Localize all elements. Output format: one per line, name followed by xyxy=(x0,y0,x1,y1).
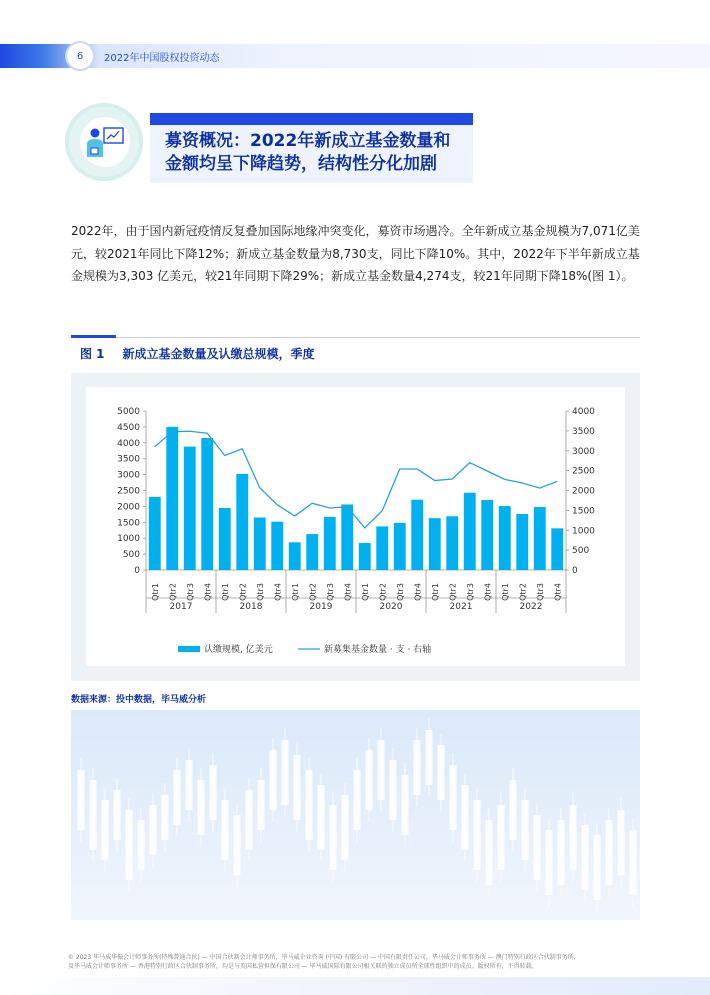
year-label: 2021 xyxy=(449,602,473,612)
bar xyxy=(464,493,476,570)
quarter-label: Qtr3 xyxy=(395,583,405,601)
quarter-label: Qtr2 xyxy=(168,583,178,601)
candle-body xyxy=(414,740,421,795)
candle-body xyxy=(318,785,325,850)
candle-body xyxy=(138,820,145,870)
data-source: 数据来源：投中数据，毕马威分析 xyxy=(71,695,207,705)
quarter-label: Qtr2 xyxy=(448,583,458,601)
bar xyxy=(516,514,528,570)
footer-line1: © 2023 毕马威华振会计师事务所(特殊普通合伙) — 中国合伙制会计师事务所，毕马威企业咨询 (中国) 有限公司 — 中国有限责任公司，毕马威会计师事务所 — 澳门特别行政区合伙制事务所， xyxy=(68,954,580,961)
candle-body xyxy=(150,805,157,855)
y-tick-label-right: 0 xyxy=(572,566,578,576)
quarter-label: Qtr3 xyxy=(465,583,475,601)
y-tick-label-left: 0 xyxy=(134,566,140,576)
bar xyxy=(236,474,248,570)
quarter-label: Qtr2 xyxy=(238,583,248,601)
bar xyxy=(551,528,563,570)
candle-body xyxy=(522,800,529,860)
candle-body xyxy=(306,770,313,840)
quarter-label: Qtr4 xyxy=(273,583,283,601)
candle-body xyxy=(258,780,265,830)
bar xyxy=(289,542,301,570)
bar xyxy=(429,518,441,570)
bar xyxy=(376,526,388,570)
y-tick-label-left: 3000 xyxy=(117,470,140,481)
y-tick-label-right: 3000 xyxy=(572,446,595,457)
candle-body xyxy=(378,740,385,800)
bar xyxy=(219,508,231,570)
year-label: 2020 xyxy=(379,602,403,612)
candle-body xyxy=(342,795,349,860)
candle-body xyxy=(462,785,469,850)
candle-body xyxy=(510,780,517,840)
body-paragraph: 2022年，由于国内新冠疫情反复叠加国际地缘冲突变化，募资市场遇冷。全年新成立基金规模为7,071亿美元，较2021年同比下降12%；新成立基金数量为8,730支，同比下降10%。其中，2022年下半年新成立基金规模为3,303 亿美元，较21年同期下降29%；新成立基金数量4,274支，较21年同期下降18%(图 1）。 xyxy=(71,224,640,283)
y-tick-label-left: 3500 xyxy=(117,454,140,465)
quarter-label: Qtr4 xyxy=(483,583,493,601)
bar xyxy=(184,447,196,570)
y-tick-label-right: 3500 xyxy=(572,426,595,437)
candle-body xyxy=(618,810,625,875)
bar xyxy=(149,497,161,570)
y-tick-label-left: 4000 xyxy=(117,438,140,449)
legend-bar-swatch xyxy=(178,646,200,652)
candle-body xyxy=(366,750,373,810)
quarter-label: Qtr4 xyxy=(343,583,353,601)
candle-body xyxy=(606,820,613,885)
y-tick-label-right: 2000 xyxy=(572,486,595,497)
candle-body xyxy=(402,775,409,835)
candle-body xyxy=(174,770,181,825)
candlestick-graphic xyxy=(71,710,640,920)
bar xyxy=(394,523,406,570)
quarter-label: Qtr2 xyxy=(308,583,318,601)
bar xyxy=(166,427,178,570)
bar xyxy=(446,516,458,570)
y-tick-label-right: 500 xyxy=(572,546,590,557)
candle-body xyxy=(594,835,601,900)
candle-body xyxy=(102,800,109,860)
candle-body xyxy=(186,760,193,810)
legend-bar-label: 认缴规模, 亿美元 xyxy=(204,645,273,655)
footer-band xyxy=(0,977,710,995)
y-tick-label-left: 2500 xyxy=(117,486,140,497)
quarter-label: Qtr4 xyxy=(553,583,563,601)
fund-count-line xyxy=(155,431,558,528)
quarter-label: Qtr1 xyxy=(220,583,230,601)
y-tick-label-left: 500 xyxy=(122,550,140,561)
bar xyxy=(271,522,283,570)
bar xyxy=(254,518,266,570)
decorative-candlestick-image xyxy=(71,710,640,920)
quarter-label: Qtr4 xyxy=(203,583,213,601)
quarter-label: Qtr3 xyxy=(185,583,195,601)
header-title: 2022年中国股权投资动态 xyxy=(104,53,220,64)
candle-body xyxy=(282,740,289,805)
bar xyxy=(411,500,423,570)
candle-body xyxy=(198,780,205,835)
year-label: 2018 xyxy=(239,602,263,612)
bar xyxy=(534,507,546,570)
footer-line2: 及毕马威会计师事务所 — 香港特别行政区合伙制事务所，均是与英国私营担保有限公司 — 毕马威国际有限公司相关联的独立成员所全球性组织中的成员。版权所有，不得转载。 xyxy=(68,963,538,970)
y-tick-label-left: 1500 xyxy=(117,518,140,529)
bar xyxy=(341,504,353,570)
bar xyxy=(201,438,213,570)
candle-body xyxy=(450,765,457,830)
section-title-line2: 金额均呈下降趋势，结构性分化加剧 xyxy=(165,154,437,174)
candle-body xyxy=(558,820,565,885)
year-label: 2022 xyxy=(519,602,543,612)
candle-body xyxy=(570,805,577,870)
quarter-label: Qtr3 xyxy=(535,583,545,601)
bar xyxy=(359,543,371,570)
candle-body xyxy=(270,750,277,810)
candle-body xyxy=(534,815,541,880)
candle-body xyxy=(126,810,133,880)
quarter-label: Qtr1 xyxy=(290,583,300,601)
y-tick-label-right: 4000 xyxy=(572,407,595,417)
candle-body xyxy=(234,815,241,875)
candle-body xyxy=(354,770,361,830)
y-tick-label-left: 5000 xyxy=(117,407,140,417)
candle-body xyxy=(498,805,505,870)
candle-body xyxy=(246,790,253,850)
candle-body xyxy=(330,805,337,870)
candle-body xyxy=(582,825,589,890)
y-tick-label-right: 2500 xyxy=(572,466,595,477)
candle-body xyxy=(162,795,169,840)
candle-body xyxy=(486,820,493,885)
bar xyxy=(481,500,493,570)
quarter-label: Qtr4 xyxy=(413,583,423,601)
candle-body xyxy=(426,730,433,785)
quarter-label: Qtr1 xyxy=(150,583,160,601)
quarter-label: Qtr1 xyxy=(500,583,510,601)
year-label: 2017 xyxy=(169,602,193,612)
bar xyxy=(306,534,318,570)
y-tick-label-right: 1000 xyxy=(572,526,595,537)
candle-body xyxy=(390,760,397,820)
candle-body xyxy=(294,755,301,820)
candle-body xyxy=(474,800,481,870)
quarter-label: Qtr3 xyxy=(255,583,265,601)
quarter-label: Qtr1 xyxy=(430,583,440,601)
candle-body xyxy=(78,770,85,830)
candle-body xyxy=(210,765,217,820)
candle-body xyxy=(630,830,637,895)
quarter-label: Qtr3 xyxy=(325,583,335,601)
figure-caption: 新成立基金数量及认缴总规模，季度 xyxy=(122,347,315,361)
y-tick-label-left: 1000 xyxy=(117,534,140,545)
candle-body xyxy=(114,790,121,840)
y-tick-label-left: 2000 xyxy=(117,502,140,513)
page-number: 6 xyxy=(67,43,93,69)
footer-legal xyxy=(68,953,648,971)
y-tick-label-right: 1500 xyxy=(572,506,595,517)
quarter-label: Qtr2 xyxy=(378,583,388,601)
quarter-label: Qtr2 xyxy=(518,583,528,601)
figure-number: 图 1 xyxy=(80,347,105,361)
bar xyxy=(499,506,511,570)
section-title-line1: 募资概况：2022年新成立基金数量和 xyxy=(165,131,451,151)
candle-body xyxy=(546,830,553,895)
y-tick-label-left: 4500 xyxy=(117,422,140,433)
bar xyxy=(324,517,336,570)
candle-body xyxy=(90,780,97,850)
quarter-label: Qtr1 xyxy=(360,583,370,601)
candle-body xyxy=(222,800,229,860)
year-label: 2019 xyxy=(309,602,333,612)
candle-body xyxy=(438,745,445,800)
legend-line-label: 新募集基金数量 · 支 · 右轴 xyxy=(324,645,432,655)
